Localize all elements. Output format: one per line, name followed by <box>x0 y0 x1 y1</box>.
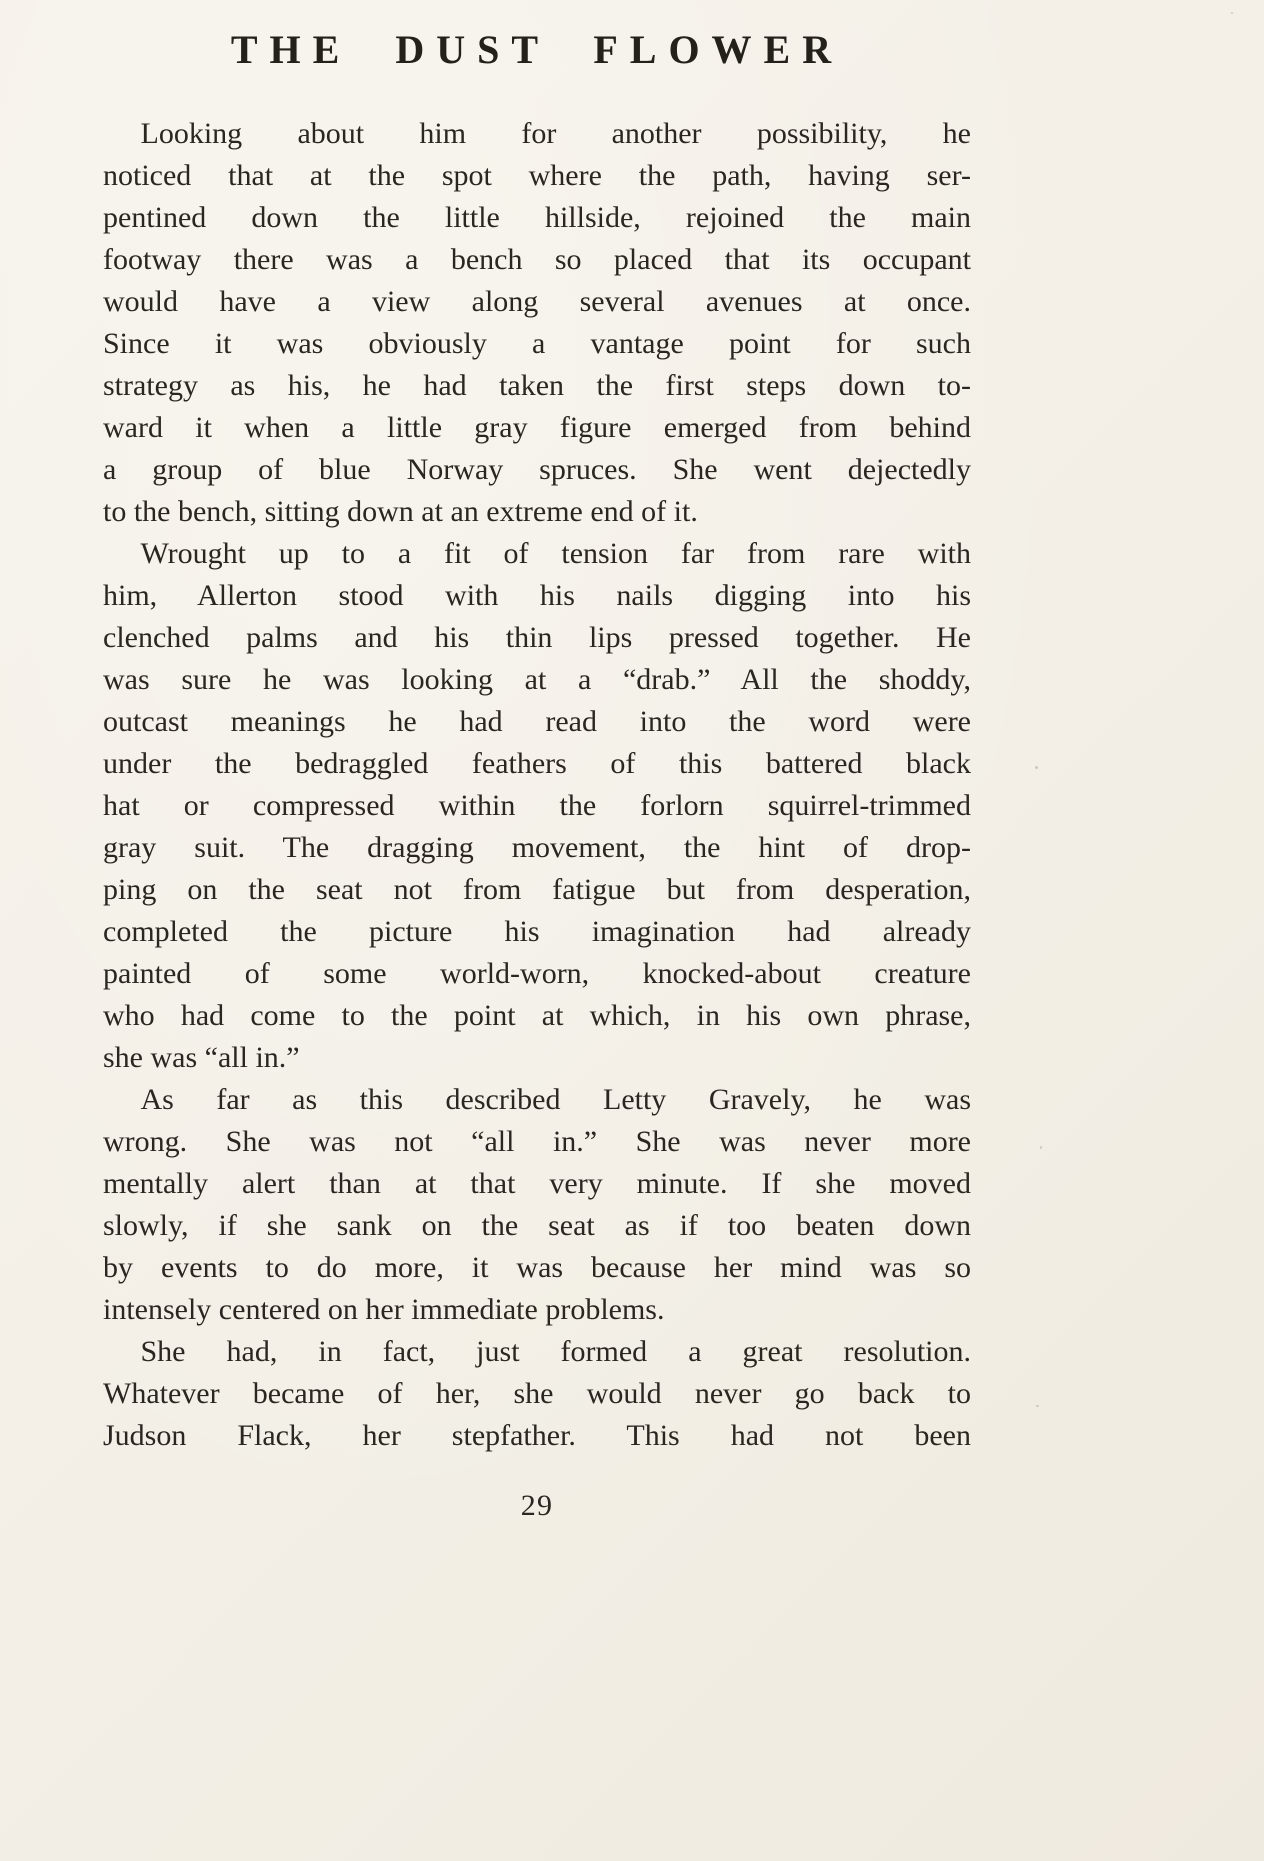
text-line: clenched palms and his thin lips pressed together. He <box>103 621 971 654</box>
scan-speck <box>1035 766 1038 769</box>
text-line: Judson Flack, her stepfather. This had not been <box>103 1419 971 1452</box>
text-line: Wrought up to a fit of tension far from rare with <box>140 537 971 570</box>
text-line: As far as this described Letty Gravely, he was <box>140 1083 971 1116</box>
text-line: ping on the seat not from fatigue but from desperation, <box>103 873 971 906</box>
scan-speck <box>1040 1146 1042 1149</box>
text-line: footway there was a bench so placed that its occupant <box>103 243 971 276</box>
scan-speck <box>1036 1405 1039 1407</box>
text-line: slowly, if she sank on the seat as if too beaten down <box>103 1209 971 1242</box>
text-line: painted of some world-worn, knocked-about creature <box>103 957 971 990</box>
text-line: strategy as his, he had taken the first steps down to- <box>103 369 971 402</box>
page-number: 29 <box>520 1489 554 1522</box>
text-line: wrong. She was not “all in.” She was never more <box>103 1125 971 1158</box>
text-line: pentined down the little hillside, rejoined the main <box>103 201 971 234</box>
text-line: by events to do more, it was because her mind was so <box>103 1251 971 1284</box>
text-line: outcast meanings he had read into the word were <box>103 705 971 738</box>
text-line: she was “all in.” <box>103 1041 300 1074</box>
paragraph <box>103 1331 971 1457</box>
text-line: would have a view along several avenues at once. <box>103 285 971 318</box>
text-line: Since it was obviously a vantage point for such <box>103 327 971 360</box>
text-line: him, Allerton stood with his nails digging into his <box>103 579 971 612</box>
text-line: intensely centered on her immediate problems. <box>103 1293 665 1326</box>
text-line: under the bedraggled feathers of this battered black <box>103 747 971 780</box>
text-line: gray suit. The dragging movement, the hint of drop- <box>103 831 971 864</box>
text-line: She had, in fact, just formed a great resolution. <box>140 1335 971 1368</box>
text-line: noticed that at the spot where the path, having ser- <box>103 159 971 192</box>
text-line: a group of blue Norway spruces. She went dejectedly <box>103 453 971 486</box>
text-line: to the bench, sitting down at an extreme end of it. <box>103 495 698 528</box>
text-line: mentally alert than at that very minute. If she moved <box>103 1167 971 1200</box>
text-line: Whatever became of her, she would never go back to <box>103 1377 971 1410</box>
paragraph <box>103 533 971 1079</box>
paragraph <box>103 1079 971 1331</box>
text-line: Looking about him for another possibility, he <box>140 117 971 150</box>
page-body <box>103 113 971 1457</box>
text-line: hat or compressed within the forlorn squirrel-trimmed <box>103 789 971 822</box>
text-line: who had come to the point at which, in his own phrase, <box>103 999 971 1032</box>
text-line: completed the picture his imagination had already <box>103 915 971 948</box>
page-title: THE DUST FLOWER <box>230 27 844 72</box>
text-line: was sure he was looking at a “drab.” All the shoddy, <box>103 663 971 696</box>
text-line: ward it when a little gray figure emerged from behind <box>103 411 971 444</box>
paragraph <box>103 113 971 533</box>
scan-speck <box>1231 12 1233 14</box>
